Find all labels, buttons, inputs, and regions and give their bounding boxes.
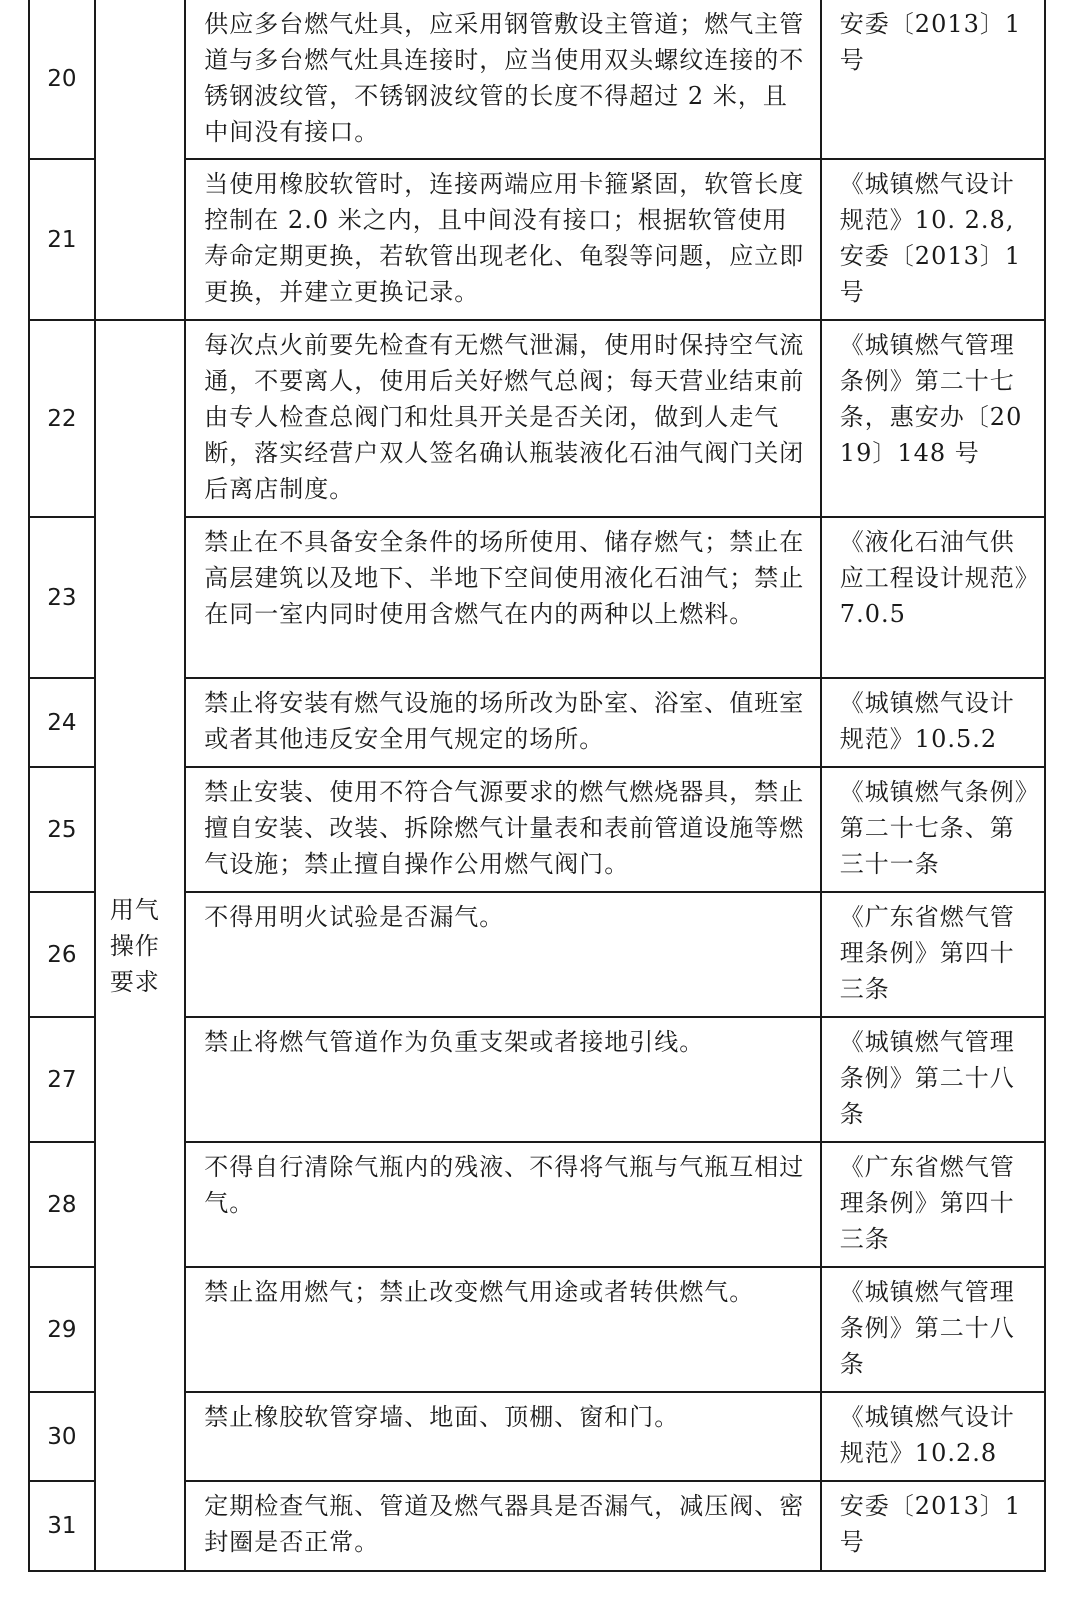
requirement-text: 当使用橡胶软管时，连接两端应用卡箍紧固，软管长度控制在 2.0 米之内，且中间没有接口；根据软管使用寿命定期更换，若软管出现老化、龟裂等问题，应立即更换，并建立更换记录。 <box>185 159 821 320</box>
row-number: 27 <box>29 1017 95 1142</box>
table-row <box>29 320 1045 517</box>
requirement-text: 禁止将燃气管道作为负重支架或者接地引线。 <box>185 1017 821 1142</box>
row-number: 25 <box>29 767 95 892</box>
requirement-text: 禁止在不具备安全条件的场所使用、储存燃气；禁止在高层建筑以及地下、半地下空间使用液化石油气；禁止在同一室内同时使用含燃气在内的两种以上燃料。 <box>185 517 821 678</box>
requirement-text: 供应多台燃气灶具，应采用钢管敷设主管道；燃气主管道与多台燃气灶具连接时，应当使用双头螺纹连接的不锈钢波纹管，不锈钢波纹管的长度不得超过 2 米，且中间没有接口。 <box>185 0 821 159</box>
requirement-text: 禁止安装、使用不符合气源要求的燃气燃烧器具，禁止擅自安装、改装、拆除燃气计量表和表前管道设施等燃气设施；禁止擅自操作公用燃气阀门。 <box>185 767 821 892</box>
legal-basis: 安委〔2013〕1号 <box>821 1481 1045 1571</box>
requirement-text: 禁止将安装有燃气设施的场所改为卧室、浴室、值班室或者其他违反安全用气规定的场所。 <box>185 678 821 767</box>
requirement-text: 禁止橡胶软管穿墙、地面、顶棚、窗和门。 <box>185 1392 821 1481</box>
requirement-text: 定期检查气瓶、管道及燃气器具是否漏气，减压阀、密封圈是否正常。 <box>185 1481 821 1571</box>
requirement-text: 每次点火前要先检查有无燃气泄漏，使用时保持空气流通，不要离人，使用后关好燃气总阀；每天营业结束前由专人检查总阀门和灶具开关是否关闭，做到人走气断，落实经营户双人签名确认瓶装液化石油气阀门关闭后离店制度。 <box>185 320 821 517</box>
legal-basis: 《城镇燃气设计规范》10.2.8 <box>821 1392 1045 1481</box>
requirement-text: 不得用明火试验是否漏气。 <box>185 892 821 1017</box>
row-number: 29 <box>29 1267 95 1392</box>
category-cell: 用气操作要求 <box>95 320 185 1571</box>
row-number: 22 <box>29 320 95 517</box>
row-number: 24 <box>29 678 95 767</box>
legal-basis: 《液化石油气供应工程设计规范》7.0.5 <box>821 517 1045 678</box>
requirement-text: 禁止盗用燃气；禁止改变燃气用途或者转供燃气。 <box>185 1267 821 1392</box>
legal-basis: 《城镇燃气设计规范》10. 2.8,安委〔2013〕1号 <box>821 159 1045 320</box>
regulation-table <box>28 0 1046 1572</box>
row-number: 30 <box>29 1392 95 1481</box>
legal-basis: 《广东省燃气管理条例》第四十三条 <box>821 1142 1045 1267</box>
row-number: 26 <box>29 892 95 1017</box>
row-number: 23 <box>29 517 95 678</box>
legal-basis: 安委〔2013〕1号 <box>821 0 1045 159</box>
row-number: 28 <box>29 1142 95 1267</box>
legal-basis: 《城镇燃气设计规范》10.5.2 <box>821 678 1045 767</box>
requirement-text: 不得自行清除气瓶内的残液、不得将气瓶与气瓶互相过气。 <box>185 1142 821 1267</box>
legal-basis: 《广东省燃气管理条例》第四十三条 <box>821 892 1045 1017</box>
legal-basis: 《城镇燃气管理条例》第二十八条 <box>821 1267 1045 1392</box>
legal-basis: 《城镇燃气管理条例》第二十八条 <box>821 1017 1045 1142</box>
row-number: 31 <box>29 1481 95 1571</box>
legal-basis: 《城镇燃气条例》第二十七条、第三十一条 <box>821 767 1045 892</box>
category-cell-upper <box>95 0 185 320</box>
table-row <box>29 0 1045 159</box>
row-number: 21 <box>29 159 95 320</box>
row-number: 20 <box>29 0 95 159</box>
legal-basis: 《城镇燃气管理条例》第二十七条，惠安办〔2019〕148 号 <box>821 320 1045 517</box>
